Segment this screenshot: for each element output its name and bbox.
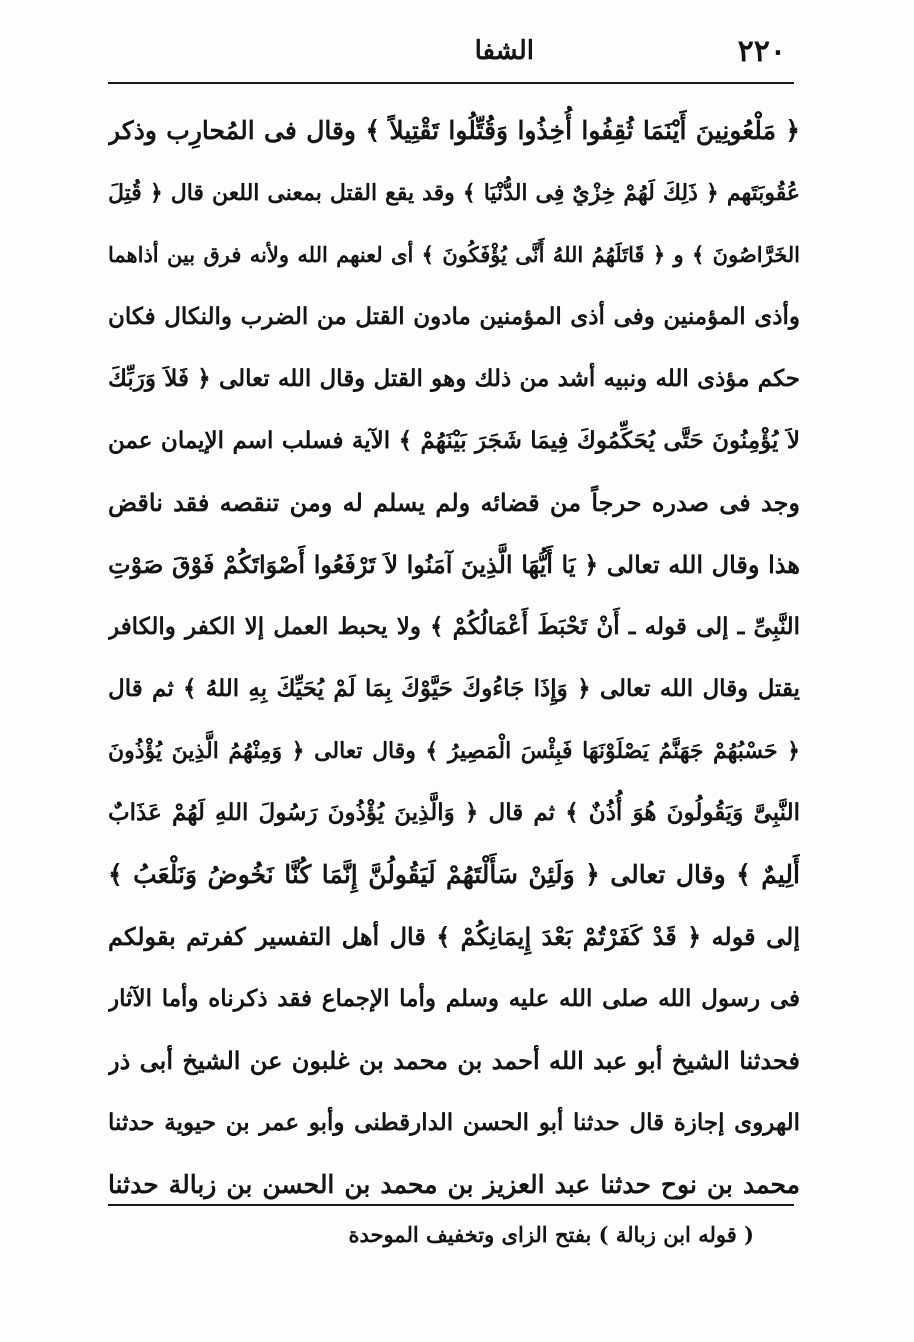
text-line: حكم مؤذى الله ونبيه أشد من ذلك وهو القتل وقال الله تعالى ﴿ فَلاَ وَرَبِّكَ — [108, 365, 800, 392]
text-line: ﴿ حَسْبُهُمْ جَهَنَّمُ يَصْلَوْنَهَا فَبِئْسَ الْمَصِيرُ ﴾ وقال تعالى ﴿ وَمِنْهُمُ الَّذِينَ يُؤْذُونَ — [108, 738, 800, 764]
footnote: ( قوله ابن زبالة ) بفتح الزاى وتخفيف الموحدة — [348, 1222, 754, 1247]
text-line: وأذى المؤمنين وفى أذى المؤمنين مادون القتل من الضرب والنكال فكان — [108, 303, 800, 330]
text-line: فحدثنا الشيخ أبو عبد الله أحمد بن محمد بن غلبون عن الشيخ أبى ذر — [108, 1046, 800, 1075]
text-line: الهروى إجازة قال حدثنا أبو الحسن الدارقطنى وأبو عمر بن حيوية حدثنا — [108, 1109, 800, 1136]
text-line: الخَرَّاصُونَ ﴾ و ﴿ قَاتَلَهُمُ اللهُ أَنَّى يُؤْفَكُونَ ﴾ أى لعنهم الله ولأنه فرق بين أذاهما — [108, 242, 800, 267]
text-line: لاَ يُؤْمِنُونَ حَتَّى يُحَكِّمُوكَ فِيمَا شَجَرَ بَيْنَهُمْ ﴾ الآية فسلب اسم الإيمان عمن — [108, 427, 800, 454]
text-line: وجد فى صدره حرجاً من قضائه ولم يسلم له ومن تنقصه فقد ناقض — [108, 488, 800, 517]
text-line: ﴿ مَلْعُونِينَ أَيْنَمَا ثُقِفُوا أُخِذُوا وَقُتِّلُوا تَقْتِيلاً ﴾ وقال فى المُحارِب وذكر — [108, 116, 800, 145]
page-header — [108, 30, 794, 78]
text-line: محمد بن نوح حدثنا عبد العزيز بن محمد بن الحسن بن زبالة حدثنا — [108, 1170, 800, 1199]
header-divider — [108, 82, 794, 84]
text-line: النَّبِىَّ وَيَقُولُونَ هُوَ أُذُنٌ ﴾ ثم قال ﴿ وَالَّذِينَ يُؤْذُونَ رَسُولَ اللهِ لَهُمْ عَذَابٌ — [108, 799, 800, 826]
footnote-divider — [108, 1204, 794, 1206]
page-number: ٢٢٠ — [737, 34, 786, 69]
text-line: عُقُوبَتَهم ﴿ ذَلِكَ لَهُمْ خِزْيٌ فِى الدُّنْيَا ﴾ وقد يقع القتل بمعنى اللعن قال ﴿ قُتِلَ — [108, 180, 800, 206]
running-title: الشفا — [474, 36, 534, 66]
text-line: أَلِيمٌ ﴾ وقال تعالى ﴿ وَلَئِنْ سَأَلْتَهُمْ لَيَقُولُنَّ إِنَّمَا كُنَّا نَخُوضُ وَنَلْعَبُ ﴾ — [108, 860, 800, 889]
text-line: إلى قوله ﴿ قَدْ كَفَرْتُمْ بَعْدَ إِيمَانِكُمْ ﴾ قال أهل التفسير كفرتم بقولكم — [108, 922, 800, 951]
text-line: فى رسول الله صلى الله عليه وسلم وأما الإجماع فقد ذكرناه وأما الآثار — [108, 985, 800, 1012]
text-line: النَّبِىِّ ـ إلى قوله ـ أَنْ تَحْبَطَ أَعْمَالُكُمْ ﴾ ولا يحبط العمل إلا الكفر والكافر — [108, 613, 800, 640]
text-line: هذا وقال الله تعالى ﴿ يَا أَيُّهَا الَّذِينَ آمَنُوا لاَ تَرْفَعُوا أَصْوَاتَكُمْ فَوْقَ صَوْتِ — [108, 550, 800, 579]
main-text — [108, 100, 800, 1216]
text-line: يقتل وقال الله تعالى ﴿ وَإِذَا جَاءُوكَ حَيَّوْكَ بِمَا لَمْ يُحَيِّكَ بِهِ اللهُ ﴾ ثم قال — [108, 675, 800, 702]
